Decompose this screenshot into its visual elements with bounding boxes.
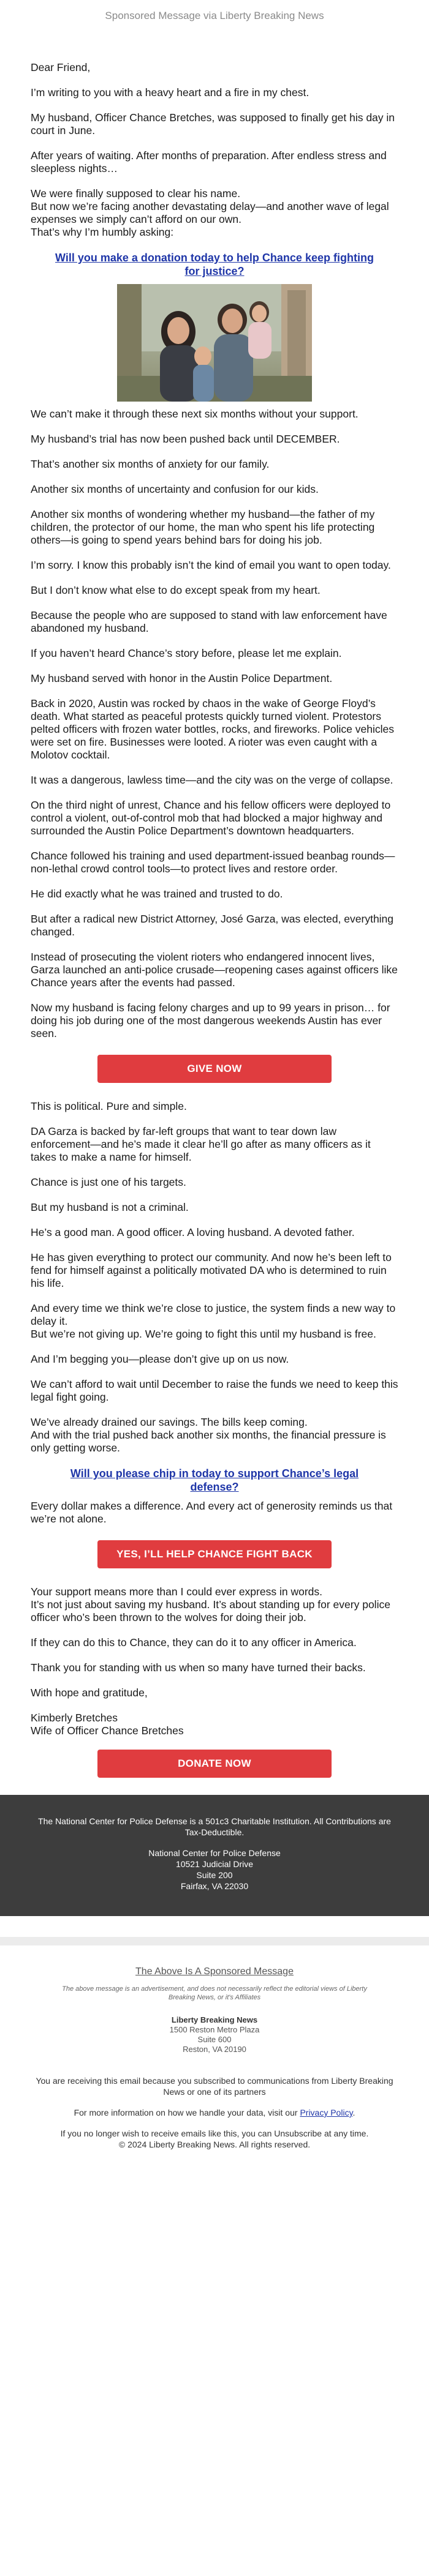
unsubscribe-link[interactable]: Unsubscribe: [274, 2129, 322, 2138]
privacy-notice: For more information on how we handle your data, visit our Privacy Policy.: [74, 2108, 355, 2117]
paragraph: With hope and gratitude,: [31, 1687, 148, 1699]
paragraph: He did exactly what he was trained and trusted to do.: [31, 888, 283, 900]
greeting: Dear Friend,: [31, 61, 91, 73]
paragraph: That’s another six months of anxiety for our family.: [31, 458, 270, 470]
paragraph: We can’t make it through these next six months without your support.: [31, 408, 359, 420]
sponsor-footer: [0, 1945, 429, 2184]
paragraph: But my husband is not a criminal.: [31, 1201, 189, 1213]
paragraph: My husband served with honor in the Austin Police Department.: [31, 672, 333, 684]
paragraph: On the third night of unrest, Chance and his fellow officers were deployed to control a violent, out-of-control mob that had blocked a major highway and surrounded the Austin Police Department’s downtown headquarters.: [31, 799, 391, 837]
paragraph: I’m writing to you with a heavy heart and a fire in my chest.: [31, 86, 309, 99]
paragraph: Your support means more than I could ever express in words.: [31, 1586, 322, 1598]
email-body: [31, 32, 398, 1778]
paragraph: That’s why I’m humbly asking:: [31, 226, 174, 238]
donate-now-button[interactable]: DONATE NOW: [97, 1750, 332, 1778]
paragraph: Now my husband is facing felony charges and up to 99 years in prison… for doing his job during one of the most dangerous weekends Austin has ever seen.: [31, 1002, 390, 1039]
paragraph: I’m sorry. I know this probably isn’t the kind of email you want to open today.: [31, 559, 391, 571]
paragraph: But we’re not giving up. We’re going to fight this until my husband is free.: [31, 1328, 376, 1340]
signoff: [31, 1636, 398, 1737]
unsubscribe-notice: If you no longer wish to receive emails like this, you can Unsubscribe at any time.: [60, 2129, 369, 2138]
org-city: Fairfax, VA 22030: [180, 1881, 249, 1891]
sponsor-street: 1500 Reston Metro Plaza: [169, 2025, 260, 2034]
paragraph: Back in 2020, Austin was rocked by chaos in the wake of George Floyd’s death. What started as peaceful protests quickly turned violent. Protestors pelted officers with frozen water bottles, rocks, and fireworks. Police vehicles were set on fire. Businesses were looted. A rioter was even caught with a Molotov cocktail.: [31, 697, 394, 761]
sponsor-disclaimer: The above message is an advertisement, and does not necessarily reflect the editorial views of Liberty Breaking News, or it's Affiliates: [62, 1985, 367, 2001]
paragraph: Because the people who are supposed to stand with law enforcement have abandoned my husband.: [31, 609, 387, 634]
org-suite: Suite 200: [196, 1870, 233, 1880]
legal-defense-headline-link[interactable]: Will you please chip in today to support Chance’s legal defense?: [70, 1467, 359, 1493]
sponsor-bar-text: Sponsored Message via Liberty Breaking News: [105, 10, 324, 21]
paragraph: We were finally supposed to clear his name.: [31, 187, 241, 200]
help-chance-button[interactable]: YES, I’LL HELP CHANCE FIGHT BACK: [97, 1540, 332, 1568]
paragraph: Another six months of uncertainty and confusion for our kids.: [31, 483, 319, 495]
organization-footer: [0, 1795, 429, 1916]
family-photo-illustration: [117, 284, 312, 402]
sponsor-name: Liberty Breaking News: [171, 2015, 258, 2024]
sponsor-bar: [0, 0, 429, 32]
paragraph: It was a dangerous, lawless time—and the city was on the verge of collapse.: [31, 774, 393, 786]
paragraph: And I’m begging you—please don’t give up on us now.: [31, 1353, 289, 1365]
photo-wrap: [31, 284, 398, 402]
sponsor-address: [31, 2015, 398, 2054]
signature-name: Kimberly Bretches: [31, 1712, 118, 1724]
paragraph: It’s not just about saving my husband. It’s about standing up for every police officer who’s been thrown to the wolves for doing their job.: [31, 1598, 390, 1623]
copyright: © 2024 Liberty Breaking News. All rights reserved.: [118, 2140, 311, 2149]
org-name: National Center for Police Defense: [148, 1848, 281, 1858]
paragraph: Instead of prosecuting the violent rioters who endangered innocent lives, Garza launched an anti-police crusade—reopening cases against officers like Chance years after the events had passed.: [31, 951, 398, 989]
paragraph: This is political. Pure and simple.: [31, 1100, 187, 1112]
paragraph: My husband, Officer Chance Bretches, was supposed to finally get his day in court in June.: [31, 111, 395, 137]
paragraph: If you haven’t heard Chance’s story before, please let me explain.: [31, 647, 342, 659]
paragraph: He has given everything to protect our community. And now he’s been left to fend for himself against a politically motivated DA who is determined to ruin his life.: [31, 1251, 392, 1289]
paragraph: And with the trial pushed back another six months, the financial pressure is only getting worse.: [31, 1429, 386, 1454]
paragraph: And every time we think we’re close to justice, the system finds a new way to delay it.: [31, 1302, 396, 1327]
paragraph: If they can do this to Chance, they can do it to any officer in America.: [31, 1636, 357, 1649]
paragraph: We’ve already drained our savings. The bills keep coming.: [31, 1416, 308, 1428]
tax-deductible-note: The National Center for Police Defense is a 501c3 Charitable Institution. All Contributions are Tax-Deductible.: [38, 1816, 391, 1837]
family-photo[interactable]: [117, 284, 312, 402]
footer-separator: [0, 1937, 429, 1945]
paragraph: We can’t afford to wait until December to raise the funds we need to keep this legal fight going.: [31, 1378, 398, 1403]
signature-title: Wife of Officer Chance Bretches: [31, 1724, 184, 1737]
paragraph: Thank you for standing with us when so many have turned their backs.: [31, 1661, 366, 1674]
sponsor-suite: Suite 600: [197, 2035, 232, 2044]
sponsor-city: Reston, VA 20190: [183, 2045, 246, 2054]
org-street: 10521 Judicial Drive: [175, 1859, 254, 1869]
paragraph: He’s a good man. A good officer. A loving husband. A devoted father.: [31, 1226, 355, 1238]
paragraph: But after a radical new District Attorney, José Garza, was elected, everything changed.: [31, 913, 394, 938]
sponsored-message-title: The Above Is A Sponsored Message: [135, 1966, 294, 1977]
paragraph: But now we’re facing another devastating delay—and another wave of legal expenses we simply can’t afford on our own.: [31, 200, 389, 225]
paragraph: DA Garza is backed by far-left groups that want to tear down law enforcement—and he’s made it clear he’ll go after as many officers as it takes to make a name for himself.: [31, 1125, 371, 1163]
paragraph: But I don’t know what else to do except speak from my heart.: [31, 584, 321, 596]
paragraph: Chance followed his training and used department-issued beanbag rounds—non-lethal crowd control tools—to protect lives and restore order.: [31, 850, 395, 875]
paragraph: Every dollar makes a difference. And every act of generosity reminds us that we’re not alone.: [31, 1500, 393, 1525]
paragraph: My husband’s trial has now been pushed back until DECEMBER.: [31, 433, 340, 445]
email-notices: [31, 2075, 398, 2150]
donation-headline-link[interactable]: Will you make a donation today to help Chance keep fighting for justice?: [55, 252, 374, 277]
give-now-button[interactable]: GIVE NOW: [97, 1055, 332, 1083]
paragraph: Another six months of wondering whether my husband—the father of my children, the protector of our home, the man who spent his life protecting others—is going to spend years behind bars for doing his job.: [31, 508, 375, 546]
privacy-policy-link[interactable]: Privacy Policy: [300, 2108, 353, 2117]
subscription-notice: You are receiving this email because you subscribed to communications from Liberty Breaking News or one of its partners: [36, 2076, 393, 2097]
paragraph: After years of waiting. After months of preparation. After endless stress and sleepless nights…: [31, 149, 387, 174]
paragraph: Chance is just one of his targets.: [31, 1176, 186, 1188]
